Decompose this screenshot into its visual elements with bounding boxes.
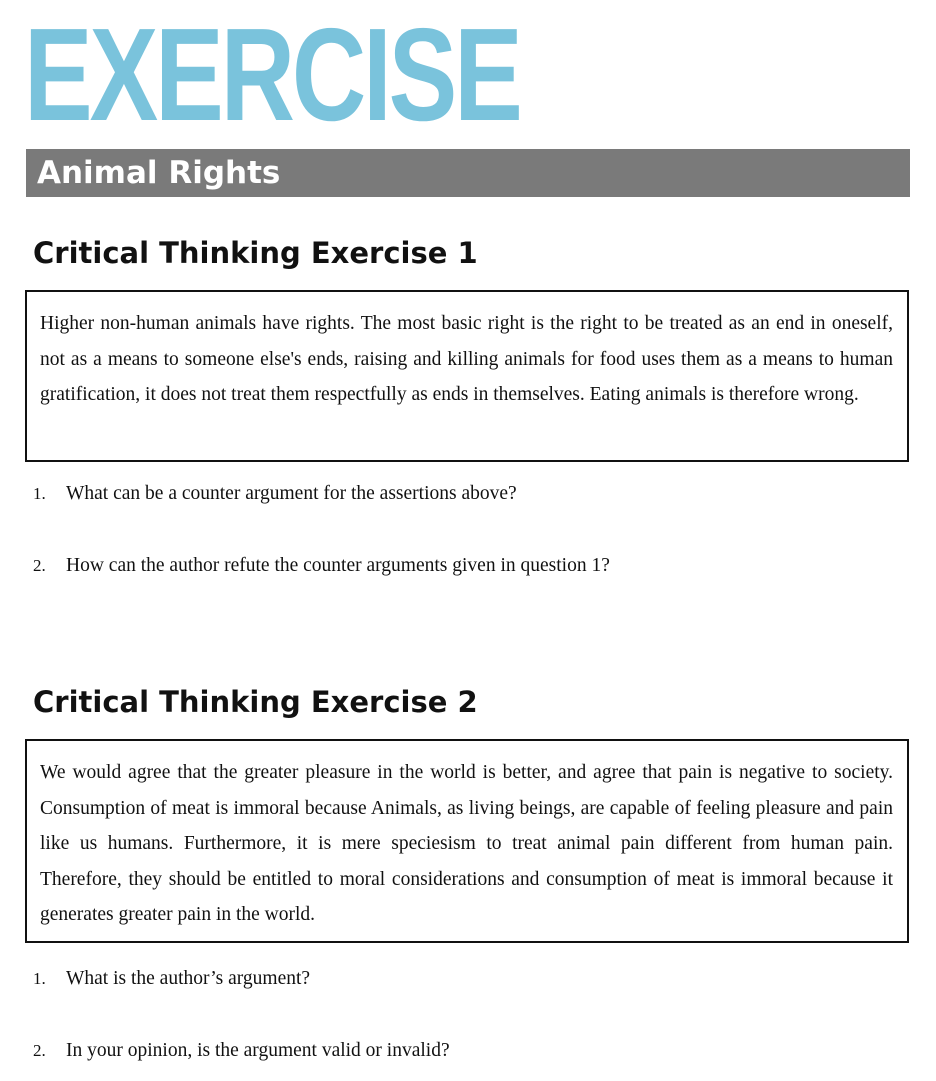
- question-text: In your opinion, is the argument valid or invalid?: [66, 1040, 450, 1061]
- question-number: 2.: [33, 1041, 46, 1060]
- exercise-1-question-2: [33, 554, 610, 578]
- exercise-2-passage-box: [25, 739, 909, 943]
- question-number: 2.: [33, 556, 46, 575]
- exercise-1-passage-box: [25, 290, 909, 462]
- question-number: 1.: [33, 484, 46, 503]
- banner-title: Animal Rights: [37, 155, 281, 191]
- question-text: What is the author’s argument?: [66, 968, 311, 989]
- exercise-1-heading: Critical Thinking Exercise 1: [33, 236, 478, 270]
- exercise-1-passage: Higher non-human animals have rights. The most basic right is the right to be treated as an end in oneself, not as a means to someone else's ends, raising and killing animals for food uses them as a means to human gratification, it does not treat them respectfully as ends in themselves. Eating animals is therefore wrong.: [40, 313, 893, 405]
- exercise-2-passage: We would agree that the greater pleasure in the world is better, and agree that pain is negative to society. Consumption of meat is immoral because Animals, as living beings, are capable of feeling pleasure and pain like us humans. Furthermore, it is mere speciesism to treat animal pain different from human pain. Therefore, they should be entitled to moral considerations and consumption of meat is immoral because it generates greater pain in the world.: [40, 762, 893, 925]
- question-text: What can be a counter argument for the assertions above?: [66, 483, 517, 504]
- question-text: How can the author refute the counter arguments given in question 1?: [66, 555, 610, 576]
- question-number: 1.: [33, 969, 46, 988]
- exercise-1-question-1: [33, 482, 517, 506]
- exercise-2-heading: Critical Thinking Exercise 2: [33, 685, 478, 719]
- exercise-2-question-1: [33, 967, 310, 991]
- exercise-2-question-2: [33, 1039, 450, 1063]
- section-banner: [26, 149, 910, 197]
- page-title: EXERCISE: [24, 1, 520, 148]
